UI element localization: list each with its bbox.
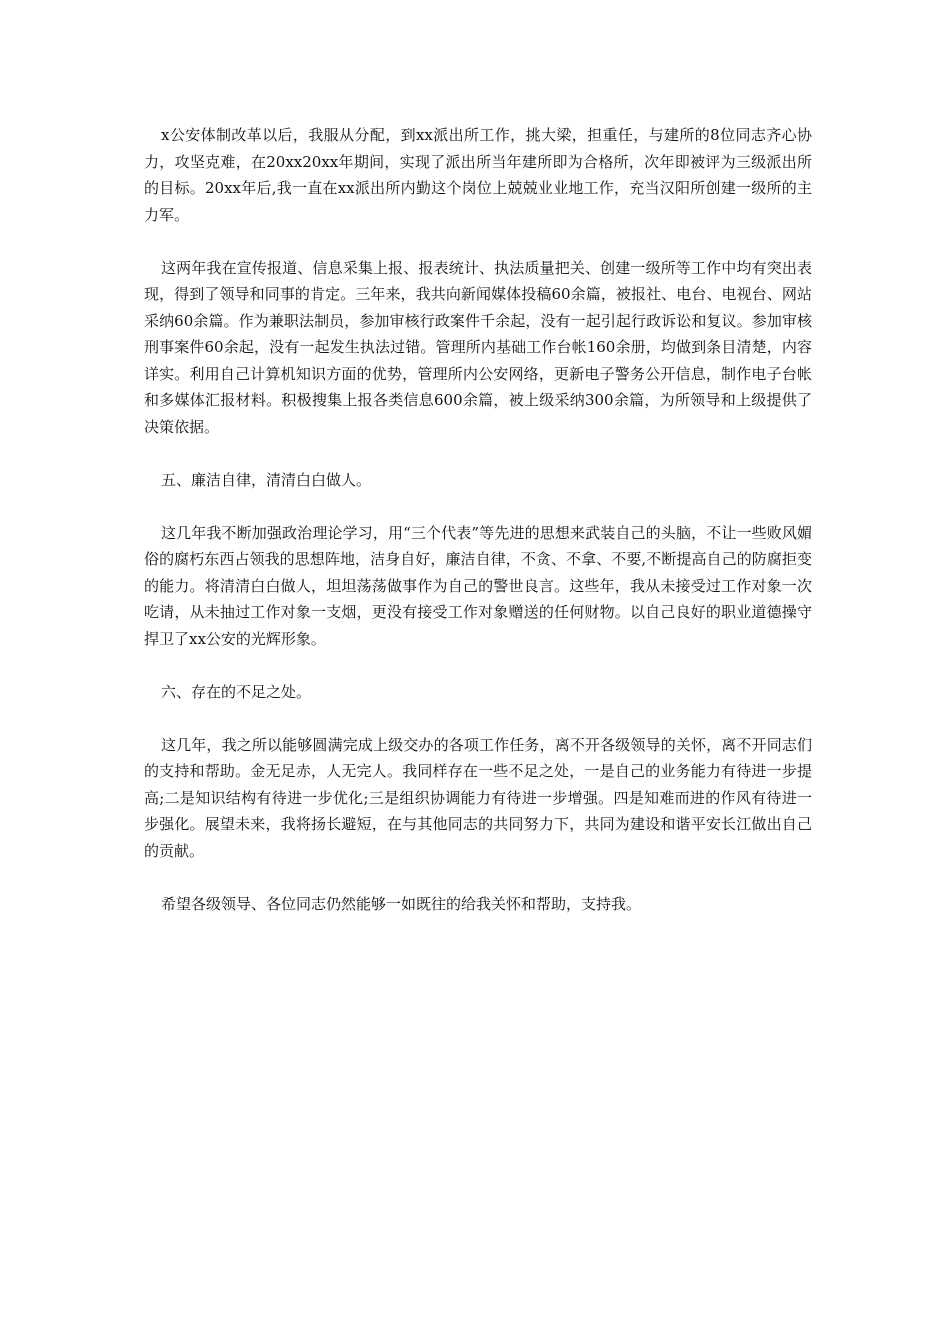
section-heading-shortcomings: 六、存在的不足之处。 bbox=[161, 682, 312, 701]
document-body bbox=[144, 122, 812, 944]
section-heading-integrity: 五、廉洁自律，清清白白做人。 bbox=[161, 470, 372, 489]
paragraph-closing: 希望各级领导、各位同志仍然能够一如既往的给我关怀和帮助，支持我。 bbox=[161, 894, 642, 913]
paragraph-achievements: 这两年我在宣传报道、信息采集上报、报表统计、执法质量把关、创建一级所等工作中均有突出表现，得到了领导和同事的肯定。三年来，我共向新闻媒体投稿60余篇，被报社、电台、电视台、网站采纳60余篇。作为兼职法制员，参加审核行政案件千余起，没有一起引起行政诉讼和复议。参加审核刑事案件60余起，没有一起发生执法过错。管理所内基础工作台帐160余册，均做到条目清楚，内容详实。利用自己计算机知识方面的优势，管理所内公安网络，更新电子警务公开信息，制作电子台帐和多媒体汇报材料。积极搜集上报各类信息600余篇，被上级采纳300余篇，为所领导和上级提供了决策依据。 bbox=[144, 258, 812, 436]
paragraph-reform: x公安体制改革以后，我服从分配，到xx派出所工作，挑大梁，担重任，与建所的8位同志齐心协力，攻坚克难，在20xx20xx年期间，实现了派出所当年建所即为合格所，次年即被评为三级派出所的目标。20xx年后,我一直在xx派出所内勤这个岗位上兢兢业业地工作，充当汉阳所创建一级所的主力军。 bbox=[144, 126, 812, 224]
paragraph-shortcomings: 这几年，我之所以能够圆满完成上级交办的各项工作任务，离不开各级领导的关怀，离不开同志们的支持和帮助。金无足赤，人无完人。我同样存在一些不足之处，一是自己的业务能力有待进一步提高;二是知识结构有待进一步优化;三是组织协调能力有待进一步增强。四是知难而进的作风有待进一步强化。展望未来，我将扬长避短，在与其他同志的共同努力下，共同为建设和谐平安长江做出自己的贡献。 bbox=[144, 735, 812, 860]
paragraph-integrity: 这几年我不断加强政治理论学习，用“三个代表”等先进的思想来武装自己的头脑，不让一些败风媚俗的腐朽东西占领我的思想阵地，洁身自好，廉洁自律，不贪、不拿、不要,不断提高自己的防腐拒变的能力。将清清白白做人，坦坦荡荡做事作为自己的警世良言。这些年，我从未接受过工作对象一次吃请，从未抽过工作对象一支烟，更没有接受工作对象赠送的任何财物。以自己良好的职业道德操守捍卫了xx公安的光辉形象。 bbox=[144, 523, 812, 648]
